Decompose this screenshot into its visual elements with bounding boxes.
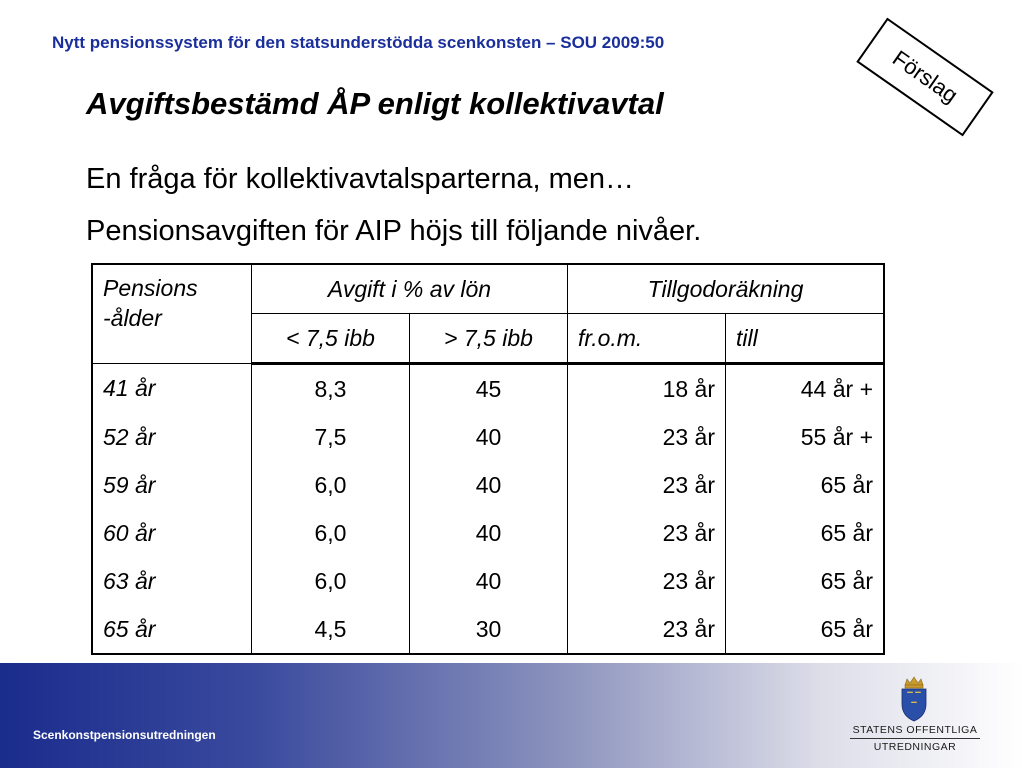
- header-title: Nytt pensionssystem för den statsunderstödda scenkonsten – SOU 2009:50: [52, 33, 665, 52]
- cell-to: 55 år +: [726, 413, 885, 461]
- cell-age: 60 år: [92, 509, 252, 557]
- cell-from: 23 år: [568, 413, 726, 461]
- cell-fee-high: 40: [410, 557, 568, 605]
- cell-fee-low: 8,3: [252, 364, 410, 414]
- body-line-2: Pensionsavgiften för AIP höjs till följande nivåer.: [86, 215, 702, 247]
- subheader-from: fr.o.m.: [568, 314, 726, 364]
- logo-line-1: STATENS OFFENTLIGA: [852, 724, 978, 736]
- cell-fee-low: 6,0: [252, 557, 410, 605]
- cell-age: 63 år: [92, 557, 252, 605]
- age-header-line1: Pensions: [103, 275, 198, 301]
- cell-to: 65 år: [726, 557, 885, 605]
- table-row: [92, 413, 884, 461]
- cell-age: 59 år: [92, 461, 252, 509]
- table-row: [92, 605, 884, 654]
- pension-table: [91, 263, 885, 655]
- cell-from: 23 år: [568, 509, 726, 557]
- cell-from: 23 år: [568, 461, 726, 509]
- table-row: [92, 461, 884, 509]
- cell-fee-high: 30: [410, 605, 568, 654]
- logo-line-2: UTREDNINGAR: [873, 741, 957, 753]
- sou-logo: [840, 724, 990, 753]
- footer-text: Scenkonstpensionsutredningen: [33, 728, 216, 742]
- cell-age: 41 år: [92, 364, 252, 414]
- cell-fee-high: 40: [410, 413, 568, 461]
- cell-fee-low: 6,0: [252, 509, 410, 557]
- cell-from: 18 år: [568, 364, 726, 414]
- cell-to: 65 år: [726, 509, 885, 557]
- cell-to: 44 år +: [726, 364, 885, 414]
- coat-of-arms-icon: [896, 676, 932, 722]
- cell-from: 23 år: [568, 557, 726, 605]
- cell-from: 23 år: [568, 605, 726, 654]
- cell-fee-low: 4,5: [252, 605, 410, 654]
- cell-age: 52 år: [92, 413, 252, 461]
- table-row: [92, 364, 884, 414]
- credit-group-header: Tillgodoräkning: [568, 264, 885, 314]
- forslag-stamp: [856, 18, 993, 137]
- slide-title: Avgiftsbestämd ÅP enligt kollektivavtal: [86, 86, 664, 121]
- age-column-header: [92, 264, 252, 364]
- cell-fee-low: 7,5: [252, 413, 410, 461]
- table-row: [92, 557, 884, 605]
- subheader-to: till: [726, 314, 885, 364]
- cell-fee-high: 45: [410, 364, 568, 414]
- subheader-below-ibb: < 7,5 ibb: [252, 314, 410, 364]
- cell-to: 65 år: [726, 605, 885, 654]
- logo-rule: [850, 738, 980, 739]
- body-line-1: En fråga för kollektivavtalsparterna, men…: [86, 163, 635, 195]
- cell-age: 65 år: [92, 605, 252, 654]
- age-header-line2: -ålder: [103, 305, 162, 331]
- table-row: [92, 509, 884, 557]
- cell-fee-high: 40: [410, 461, 568, 509]
- subheader-above-ibb: > 7,5 ibb: [410, 314, 568, 364]
- cell-to: 65 år: [726, 461, 885, 509]
- fee-group-header: Avgift i % av lön: [252, 264, 568, 314]
- cell-fee-high: 40: [410, 509, 568, 557]
- stamp-label: Förslag: [888, 45, 963, 108]
- cell-fee-low: 6,0: [252, 461, 410, 509]
